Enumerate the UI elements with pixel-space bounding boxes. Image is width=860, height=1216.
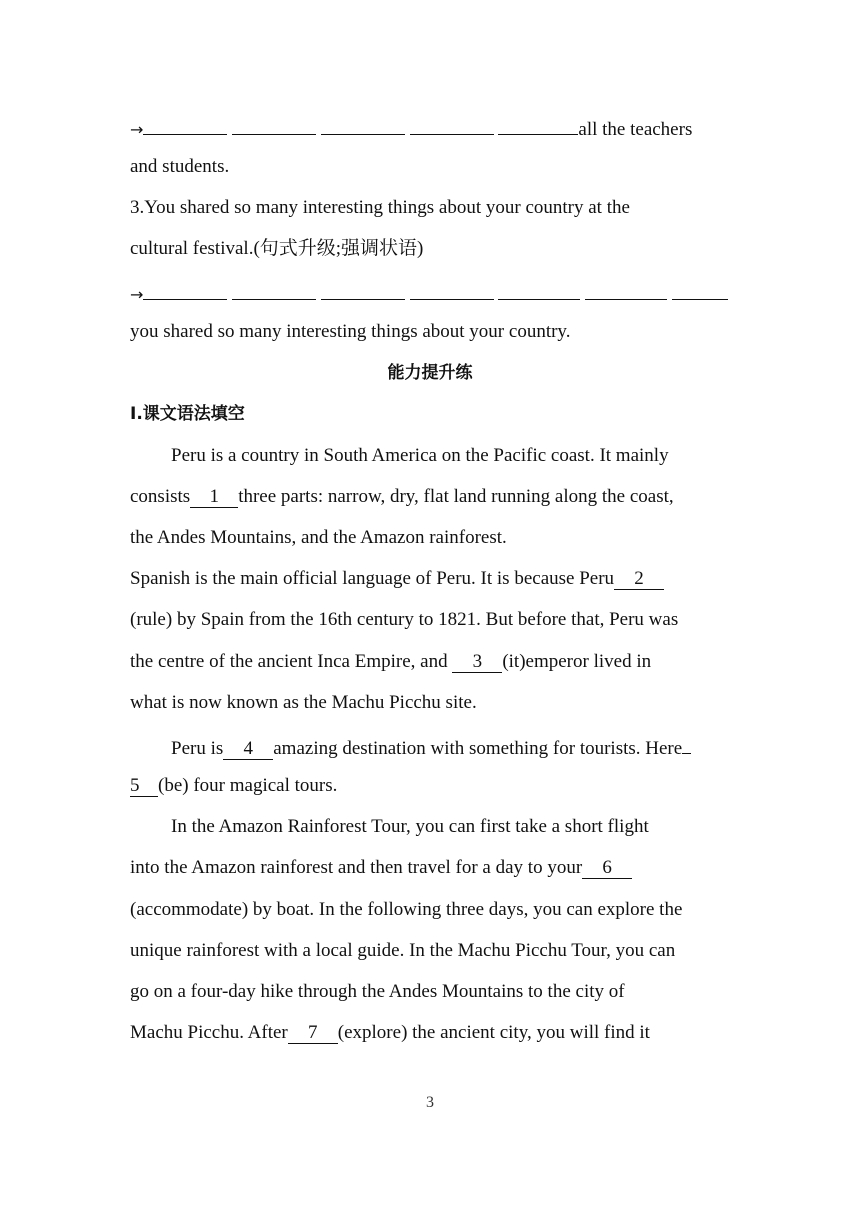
answer-blank[interactable] bbox=[672, 279, 728, 300]
passage-text: Spanish is the main official language of Peru. It is because Peru bbox=[130, 568, 615, 589]
rewrite-text-cont: and students. bbox=[130, 156, 230, 177]
blank-6[interactable]: 6 bbox=[582, 858, 632, 879]
answer-blank[interactable] bbox=[232, 279, 316, 300]
question-3-text-cont: cultural festival.(句式升级;强调状语) bbox=[130, 238, 424, 259]
blank-5-start[interactable] bbox=[682, 733, 691, 754]
passage-line: go on a four-day hike through the Andes Mountains to the city of bbox=[130, 981, 625, 1002]
passage-text: the centre of the ancient Inca Empire, and bbox=[130, 651, 448, 672]
rewrite-text: you shared so many interesting things about your country. bbox=[130, 321, 571, 342]
answer-blank[interactable] bbox=[410, 114, 494, 135]
passage-text: Peru is bbox=[171, 738, 224, 759]
answer-blank[interactable] bbox=[143, 279, 227, 300]
passage-line: In the Amazon Rainforest Tour, you can first take a short flight bbox=[171, 816, 649, 837]
passage-text: (explore) the ancient city, you will find it bbox=[337, 1022, 650, 1043]
passage-line: unique rainforest with a local guide. In the Machu Picchu Tour, you can bbox=[130, 940, 676, 961]
passage-line bbox=[171, 733, 691, 757]
arrow-icon: → bbox=[130, 120, 144, 139]
passage-text: Machu Picchu. After bbox=[130, 1022, 288, 1043]
passage-line bbox=[130, 485, 674, 509]
rewrite-line-2 bbox=[130, 114, 692, 138]
passage-line: the Andes Mountains, and the Amazon rainforest. bbox=[130, 527, 507, 548]
passage-line bbox=[130, 1021, 650, 1045]
section-title: 能力提升练 bbox=[387, 363, 473, 383]
blank-2[interactable]: 2 bbox=[614, 569, 664, 590]
passage-line: Peru is a country in South America on the Pacific coast. It mainly bbox=[171, 445, 669, 466]
arrow-icon: → bbox=[130, 285, 144, 304]
rewrite-line-3 bbox=[130, 279, 728, 303]
blank-4[interactable]: 4 bbox=[223, 739, 273, 760]
answer-blank[interactable] bbox=[498, 114, 578, 135]
blank-1[interactable]: 1 bbox=[190, 487, 238, 508]
answer-blank[interactable] bbox=[232, 114, 316, 135]
answer-blank[interactable] bbox=[143, 114, 227, 135]
passage-text: (be) four magical tours. bbox=[158, 775, 338, 796]
answer-blank[interactable] bbox=[410, 279, 494, 300]
answer-blank[interactable] bbox=[321, 279, 405, 300]
blank-5[interactable]: 5 bbox=[130, 776, 158, 797]
passage-text: amazing destination with something for tourists. Here bbox=[273, 738, 683, 759]
answer-blank[interactable] bbox=[585, 279, 667, 300]
question-3-text: 3.You shared so many interesting things about your country at the bbox=[130, 197, 630, 218]
part-title: Ⅰ.课文语法填空 bbox=[130, 404, 245, 424]
passage-text: into the Amazon rainforest and then travel for a day to your bbox=[130, 857, 583, 878]
passage-line: (rule) by Spain from the 16th century to 1821. But before that, Peru was bbox=[130, 609, 679, 630]
passage-text: (it)emperor lived in bbox=[502, 651, 652, 672]
passage-line bbox=[130, 650, 651, 674]
answer-blank[interactable] bbox=[321, 114, 405, 135]
passage-text: consists bbox=[130, 486, 191, 507]
passage-line bbox=[130, 774, 337, 798]
passage-line: what is now known as the Machu Picchu site. bbox=[130, 692, 477, 713]
page-number: 3 bbox=[426, 1094, 434, 1111]
passage-text: three parts: narrow, dry, flat land running along the coast, bbox=[238, 486, 674, 507]
passage-line: (accommodate) by boat. In the following three days, you can explore the bbox=[130, 899, 683, 920]
rewrite-text: all the teachers bbox=[578, 119, 693, 140]
answer-blank[interactable] bbox=[498, 279, 580, 300]
blank-3[interactable]: 3 bbox=[452, 652, 502, 673]
passage-line bbox=[130, 567, 664, 591]
passage-line bbox=[130, 856, 632, 880]
blank-7[interactable]: 7 bbox=[288, 1023, 338, 1044]
